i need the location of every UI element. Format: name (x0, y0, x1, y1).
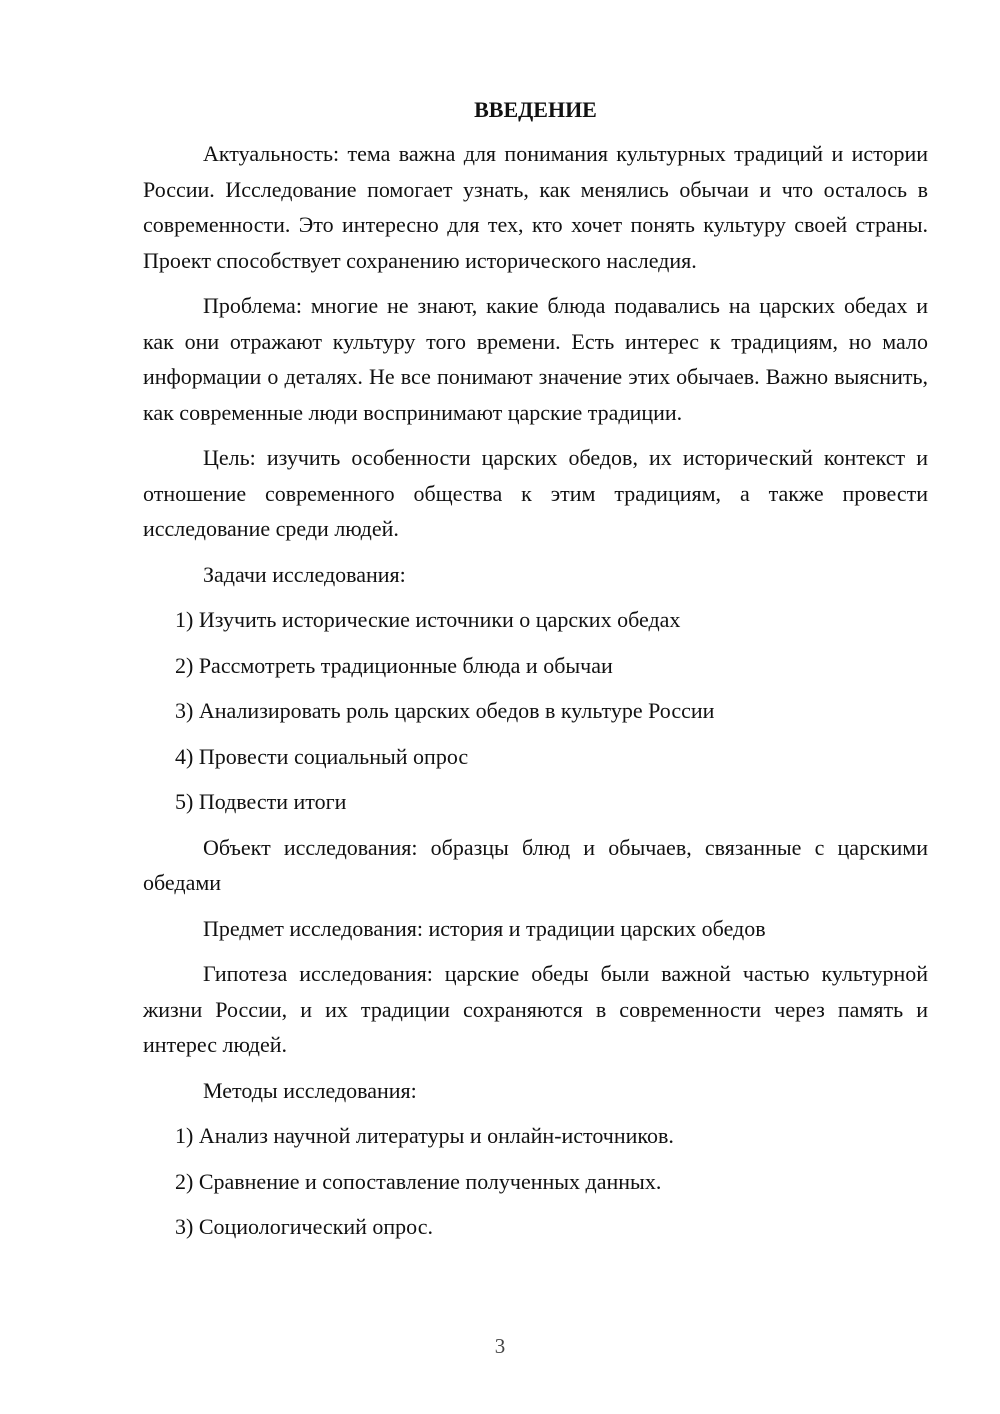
list-item: 2) Сравнение и сопоставление полученных данных. (175, 1168, 662, 1194)
list-item: 5) Подвести итоги (175, 789, 347, 814)
document-page (143, 92, 928, 1255)
subject-paragraph: Предмет исследования: история и традиции царских обедов (203, 915, 766, 941)
methods-heading: Методы исследования: (203, 1077, 417, 1103)
list-item: 2) Рассмотреть традиционные блюда и обычаи (175, 652, 613, 678)
list-item: 1) Анализ научной литературы и онлайн-источников. (175, 1123, 674, 1148)
hypothesis-paragraph: Гипотеза исследования: царские обеды были важной частью культурной жизни России, и их традиции сохраняются в современности через память и интерес людей. (143, 961, 928, 1057)
goal-paragraph: Цель: изучить особенности царских обедов, их исторический контекст и отношение современного общества к этим традициям, а также провести исследование среди людей. (143, 445, 928, 541)
page-number: 3 (494, 1334, 506, 1358)
list-item: 3) Анализировать роль царских обедов в культуре России (175, 698, 715, 723)
tasks-list (143, 602, 928, 820)
list-item: 1) Изучить исторические источники о царских обедах (175, 607, 681, 632)
list-item: 3) Социологический опрос. (175, 1214, 433, 1239)
list-item: 4) Провести социальный опрос (175, 743, 469, 769)
methods-list (143, 1118, 928, 1245)
problem-paragraph: Проблема: многие не знают, какие блюда подавались на царских обедах и как они отражают культуру того времени. Есть интерес к традициям, но мало информации о деталях. Не все понимают значение этих обычаев. Важно выяснить, как современные люди воспринимают царские традиции. (143, 293, 928, 425)
relevance-paragraph: Актуальность: тема важна для понимания культурных традиций и истории России. Исследование помогает узнать, как менялись обычаи и что осталось в современности. Это интересно для тех, кто хочет понять культуру своей страны. Проект способствует сохранению исторического наследия. (143, 141, 928, 273)
object-paragraph: Объект исследования: образцы блюд и обычаев, связанные с царскими обедами (143, 834, 928, 895)
tasks-heading: Задачи исследования: (203, 561, 406, 587)
page-title: ВВЕДЕНИЕ (474, 97, 597, 122)
